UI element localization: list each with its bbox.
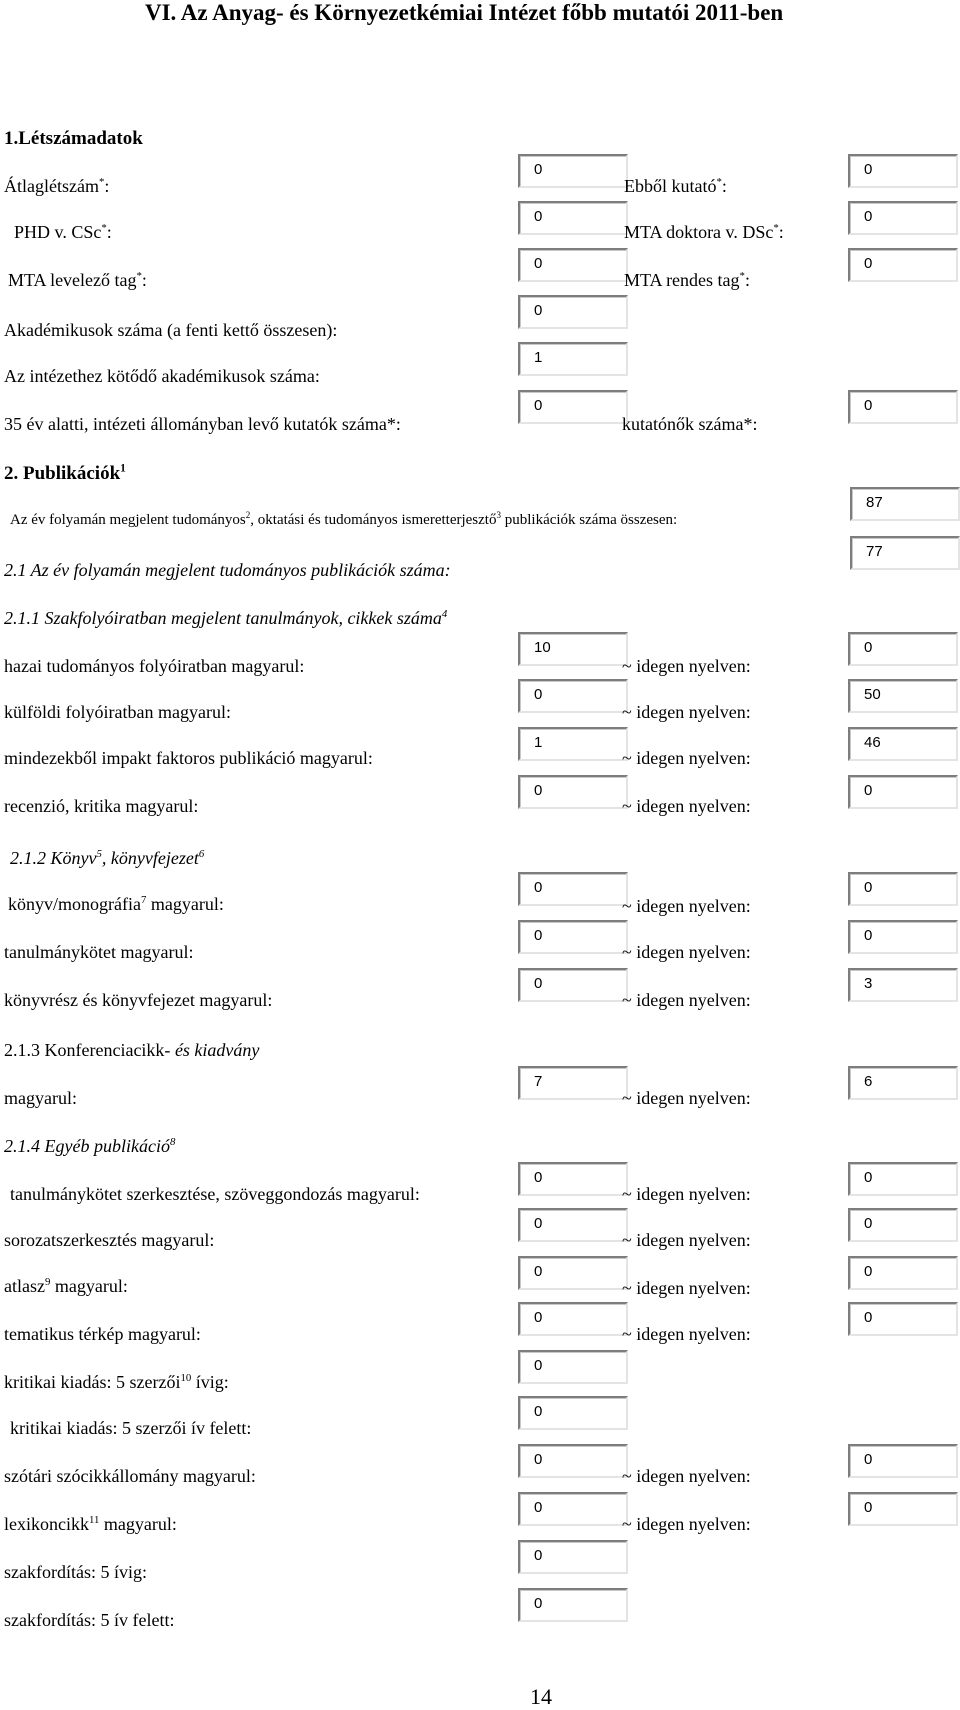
input-ebbol-kutato[interactable]: 0 — [848, 154, 958, 188]
label-ebbol-kutato: Ebből kutató*: — [624, 176, 727, 196]
input-mta-rendes[interactable]: 0 — [848, 248, 958, 282]
label-kotodo-akademikusok: Az intézethez kötődő akadémikusok száma: — [4, 366, 320, 386]
label-idegen-nyelven: ~ idegen nyelven: — [622, 1324, 751, 1344]
label-35-ev-alatti: 35 év alatti, intézeti állományban levő kutatók száma*: — [4, 414, 401, 434]
label-kulfoldi-folyoirat: külföldi folyóiratban magyarul: — [4, 702, 231, 722]
section-heading-publikaciok: 2. Publikációk$^1$ — [4, 462, 126, 484]
label-szotari-szocikk: szótári szócikkállomány magyarul: — [4, 1466, 256, 1486]
input-tudomanyos-publikaciok[interactable]: 77 — [850, 536, 960, 570]
input-konyv-magyar[interactable]: 0 — [518, 872, 628, 906]
input-tanulmanykotet-idegen[interactable]: 0 — [848, 920, 958, 954]
label-konyv-monografia: könyv/monográfia$^7$ magyarul: — [8, 894, 224, 914]
label-szakforditas-ivig: szakfordítás: 5 ívig: — [4, 1562, 147, 1582]
input-recenzio-idegen[interactable]: 0 — [848, 775, 958, 809]
input-szotar-magyar[interactable]: 0 — [518, 1444, 628, 1478]
label-kritikai-kiadas-felett: kritikai kiadás: 5 szerzői ív felett: — [10, 1418, 252, 1438]
label-lexikoncikk: lexikoncikk$^{11}$ magyarul: — [4, 1514, 177, 1534]
label-mta-doktora: MTA doktora v. DSc*: — [624, 222, 784, 242]
input-publikaciok-osszesen[interactable]: 87 — [850, 487, 960, 521]
input-kritikai-felett[interactable]: 0 — [518, 1396, 628, 1430]
input-atlasz-idegen[interactable]: 0 — [848, 1256, 958, 1290]
label-mta-rendes: MTA rendes tag*: — [624, 270, 750, 290]
input-szakforditas-ivig[interactable]: 0 — [518, 1540, 628, 1574]
label-atlaglétszam: Átlaglétszám*: — [4, 176, 110, 196]
input-szotar-idegen[interactable]: 0 — [848, 1444, 958, 1478]
label-idegen-nyelven: ~ idegen nyelven: — [622, 896, 751, 916]
page-title: VI. Az Anyag- és Környezetkémiai Intézet főbb mutatói 2011-ben — [145, 0, 784, 25]
section-heading-letszam: 1.Létszámadatok — [4, 128, 143, 149]
input-phd[interactable]: 0 — [518, 201, 628, 235]
input-tematikus-magyar[interactable]: 0 — [518, 1302, 628, 1336]
label-idegen-nyelven: ~ idegen nyelven: — [622, 1230, 751, 1250]
label-atlasz: atlasz$^9$ magyarul: — [4, 1276, 128, 1296]
input-kritikai-ivig[interactable]: 0 — [518, 1350, 628, 1384]
label-idegen-nyelven: ~ idegen nyelven: — [622, 702, 751, 722]
label-idegen-nyelven: ~ idegen nyelven: — [622, 942, 751, 962]
subsection-heading-konyv: 2.1.2 Könyv$^5$, könyvfejezet$^6$ — [10, 848, 205, 868]
input-konferencia-idegen[interactable]: 6 — [848, 1066, 958, 1100]
input-szerkesztes-idegen[interactable]: 0 — [848, 1162, 958, 1196]
input-hazai-magyar[interactable]: 10 — [518, 632, 628, 666]
label-publikaciok-osszesen: Az év folyamán megjelent tudományos$^2$, oktatási és tudományos ismeretterjesztő$^3$ publikációk száma összesen: — [10, 510, 678, 528]
label-idegen-nyelven: ~ idegen nyelven: — [622, 656, 751, 676]
label-idegen-nyelven: ~ idegen nyelven: — [622, 748, 751, 768]
input-szerkesztes-magyar[interactable]: 0 — [518, 1162, 628, 1196]
label-kutatonok: kutatónők száma*: — [622, 414, 758, 434]
label-idegen-nyelven: ~ idegen nyelven: — [622, 1278, 751, 1298]
input-sorozat-idegen[interactable]: 0 — [848, 1208, 958, 1242]
input-sorozat-magyar[interactable]: 0 — [518, 1208, 628, 1242]
subsection-heading-egyeb: 2.1.4 Egyéb publikáció$^8$ — [4, 1136, 176, 1156]
label-idegen-nyelven: ~ idegen nyelven: — [622, 796, 751, 816]
label-impakt-faktoros: mindezekből impakt faktoros publikáció magyarul: — [4, 748, 373, 768]
label-mta-levelezo: MTA levelező tag*: — [8, 270, 147, 290]
label-phd: PHD v. CSc*: — [14, 222, 112, 242]
input-konferencia-magyar[interactable]: 7 — [518, 1066, 628, 1100]
input-konyv-idegen[interactable]: 0 — [848, 872, 958, 906]
label-tudomanyos-publikaciok: 2.1 Az év folyamán megjelent tudományos publikációk száma: — [4, 560, 451, 580]
page-number: 14 — [530, 1684, 552, 1709]
input-35-ev-alatti[interactable]: 0 — [518, 390, 628, 424]
input-tematikus-idegen[interactable]: 0 — [848, 1302, 958, 1336]
input-mta-doktora[interactable]: 0 — [848, 201, 958, 235]
input-szakforditas-felett[interactable]: 0 — [518, 1588, 628, 1622]
label-kritikai-kiadas-ivig: kritikai kiadás: 5 szerzői$^{10}$ ívig: — [4, 1372, 229, 1392]
label-tanulmanykotet: tanulmánykötet magyarul: — [4, 942, 194, 962]
input-impakt-idegen[interactable]: 46 — [848, 727, 958, 761]
input-kotodo-akademikusok[interactable]: 1 — [518, 342, 628, 376]
input-mta-levelezo[interactable]: 0 — [518, 248, 628, 282]
subsection-heading-konferencia: 2.1.3 Konferenciacikk- és kiadvány — [4, 1040, 260, 1060]
label-konferencia-magyarul: magyarul: — [4, 1088, 77, 1108]
input-lexikon-magyar[interactable]: 0 — [518, 1492, 628, 1526]
label-idegen-nyelven: ~ idegen nyelven: — [622, 1514, 751, 1534]
label-konyvresz: könyvrész és könyvfejezet magyarul: — [4, 990, 273, 1010]
input-kulfoldi-idegen[interactable]: 50 — [848, 679, 958, 713]
label-tematikus-terkep: tematikus térkép magyarul: — [4, 1324, 201, 1344]
input-recenzio-magyar[interactable]: 0 — [518, 775, 628, 809]
input-hazai-idegen[interactable]: 0 — [848, 632, 958, 666]
label-sorozatszerkesztes: sorozatszerkesztés magyarul: — [4, 1230, 215, 1250]
label-idegen-nyelven: ~ idegen nyelven: — [622, 990, 751, 1010]
input-akademikusok[interactable]: 0 — [518, 295, 628, 329]
input-lexikon-idegen[interactable]: 0 — [848, 1492, 958, 1526]
input-impakt-magyar[interactable]: 1 — [518, 727, 628, 761]
label-recenzio: recenzió, kritika magyarul: — [4, 796, 199, 816]
label-szerkesztes: tanulmánykötet szerkesztése, szöveggondozás magyarul: — [10, 1184, 420, 1204]
label-idegen-nyelven: ~ idegen nyelven: — [622, 1184, 751, 1204]
subsection-heading-szakfolyoirat: 2.1.1 Szakfolyóiratban megjelent tanulmányok, cikkek száma$^4$ — [4, 608, 448, 628]
input-kulfoldi-magyar[interactable]: 0 — [518, 679, 628, 713]
label-akademikusok: Akadémikusok száma (a fenti kettő összesen): — [4, 320, 338, 340]
input-atlaglétszam[interactable]: 0 — [518, 154, 628, 188]
label-szakforditas-felett: szakfordítás: 5 ív felett: — [4, 1610, 175, 1630]
label-hazai-folyoirat: hazai tudományos folyóiratban magyarul: — [4, 656, 305, 676]
label-idegen-nyelven: ~ idegen nyelven: — [622, 1088, 751, 1108]
label-idegen-nyelven: ~ idegen nyelven: — [622, 1466, 751, 1486]
input-konyvresz-idegen[interactable]: 3 — [848, 968, 958, 1002]
input-atlasz-magyar[interactable]: 0 — [518, 1256, 628, 1290]
input-tanulmanykotet-magyar[interactable]: 0 — [518, 920, 628, 954]
input-kutatonok[interactable]: 0 — [848, 390, 958, 424]
input-konyvresz-magyar[interactable]: 0 — [518, 968, 628, 1002]
